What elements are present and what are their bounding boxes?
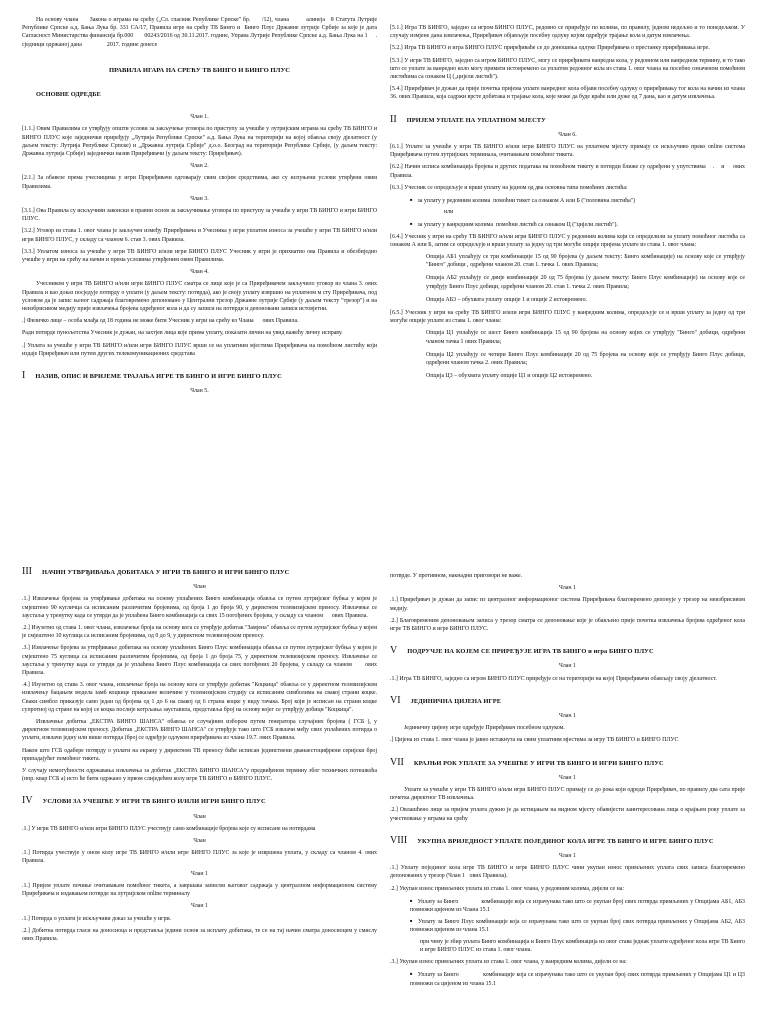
section-title: ПОДРУЧЈЕ НА КОЈЕМ СЕ ПРИРЕЂУЈЕ ИГРА ТВ БИНГО и игра БИНГО ПЛУС	[407, 648, 654, 656]
paragraph: .3.] Укупан износ примљених уплата из става 1. овог члана, у ванредним колима, дијели се на:	[390, 959, 627, 966]
article-heading: Члан 5.	[190, 388, 209, 395]
article-heading: Члан 6.	[558, 131, 577, 138]
section-title: КРАЈЊИ РОК УПЛАТЕ ЗА УЧЕШЋЕ У ИГРИ ТВ БИНГО И ИГРИ БИНГО ПЛУС	[413, 759, 664, 767]
option-ab1: Опција АБ1 уплаћују се три комбинације 15 од 90 бројева (у даљем тексту: Бинго комбинације) на основу које се утврђују "Бинго" добици , одређени чланом 20. став 1. тачка 1. ових Правила;	[426, 254, 745, 269]
bullet-item: ■ Уплату за Бинго комбинације која се израчунава тако што се укупан број свих потврда примљених у Опцијама Ц1 и Ц3 помножи са цијеном из члана 15.1	[410, 970, 745, 987]
paragraph: потврде. У противном, накнадни приговори не важе.	[390, 573, 523, 579]
paragraph-4-4: .] Уплата за учешће у игри ТВ БИНГО и/или игри БИНГО ПЛУС врши се на уплатним мјестима Приређивача на помоћном листићу који издаје Приређивач или путем других телекомуникационих средстава	[22, 342, 379, 357]
paragraph: .] Цијена из става 1. овог члана је јавно истакнута на свим уплатним мјестима за игру ТВ БИНГО и БИНГО ПЛУС	[390, 737, 679, 744]
article-heading: Члан 1	[559, 663, 576, 670]
page-2-left-column	[22, 568, 377, 947]
paragraph-1-1: [1.1.] Овим Правилима се утврђују општи услови за закључење уговора по приступу за учешће у лутријским играма на срећу ТВ БИНГО и БИНГО ПЛУС које заједнички приређују „Лутрија Републике Српске" а.д. Бања Лука на територији на којој обавља своју дјелатност (у даљем тексту: Лутрија Републике Српске) и „Државна лутрија Србије" д.о.о. Београд на територији Републике Србије, (у даљем тексту: Државна лутрија Србије) заједнички назив Приређивачи (у даљем тексту: Приређивач).	[22, 126, 379, 158]
section-title: ЈЕДИНИЧНА ЦИЈЕНА ИГРЕ	[410, 697, 502, 705]
section-number: IV	[22, 795, 33, 807]
section-heading-5	[390, 647, 745, 656]
page-1-left-column	[22, 16, 377, 400]
paragraph: Уплате за учешће у игри ТВ БИНГО и/или игри БИНГО ПЛУС примају се до рока који одреди Приређивач, по правилу два сата прије почетка директног ТВ извлачења.	[390, 787, 747, 802]
page-1-right-column	[390, 24, 745, 386]
article-heading: Члан	[193, 584, 206, 591]
section-title: НАЧИН УТВРЂИВАЊА ДОБИТАКА У ИГРИ ТВ БИНГО И ИГРИ БИНГО ПЛУС	[42, 569, 290, 576]
paragraph: Извлачење добитка „ЕКСТРА БИНГО ШАНСА" обавља се случајним избором путем генератора случајних бројева ( ГСБ ), у директном телевизијском преносу. Добитак „ЕКСТРА БИНГО ШАНСА" се утврђује тако што ГСБ извлачи међу свих уплаћених потврда о уплати, извлачи једну или више потврда (број се одређује одлуком приређивача из члана 19.7. ових Правила.	[22, 719, 379, 742]
paragraph: .1.] Приређивач је дужан да запис из централног информационог система Приређивача благовремено депонује у трезор на неизбрисивом медију.	[390, 597, 747, 612]
section-heading-4	[22, 797, 377, 806]
article-heading: Члан 1	[559, 585, 576, 592]
paragraph: У случају немогућности одржавања извлачења за добитак „ЕКСТРА БИНГО ШАНСА"у предвиђеном термину због техничких потешкоћа (нпр. квар ГСБ а) исто ће бити одржано у првом слиједећем колу игре ТВ БИНГО и БИНГО ПЛУС.	[22, 768, 379, 783]
section-number: I	[22, 370, 26, 382]
paragraph: .1.] Игра ТВ БИНГО, заједно са игром БИНГО ПЛУС приређује се на територији на којој Приређивачи обављају своју дјелатност.	[390, 675, 717, 682]
article-heading: Члан 1.	[190, 114, 209, 121]
article-heading: Члан 3.	[190, 195, 209, 202]
section-heading-1	[22, 372, 377, 381]
section-number: VII	[390, 756, 404, 768]
paragraph: при чему је збир уплата Бинго комбинација и Бинго Плус комбинација из овог става једнак уплати одређеног кола игре ТВ Бинго и игре БИНГО ПЛУС из става 1. овог члана.	[420, 938, 747, 953]
page-2-right-column	[390, 572, 745, 991]
section-number: III	[22, 566, 32, 577]
article-heading: Члан 1	[191, 903, 208, 910]
paragraph-6-2: [6.2.] Начин исписа комбинација бројева и других података на помоћном тикету и потврди ближе су одређени у упутствима . и ових Правила.	[390, 164, 747, 179]
option-c2: Опција Ц2 уплаћују се четири Бинго Плус комбинације 20 од 75 бројева на основу које се утврђују Бинго Плус добици, одређени чланом тачка 2. ових Правила;	[426, 351, 745, 367]
section-heading-8	[390, 834, 745, 846]
section-heading-6	[390, 694, 745, 706]
paragraph-6-5: [6.5.] Учесник у игри на срећу ТВ БИНГО и/или игри БИНГО ПЛУС у ванредним колима, опредељује се и врши уплату за једну од три могуће опције уплате из става 1. овог члана:	[390, 310, 747, 325]
option-c3: Опција Ц3 – обухвата уплату опције Ц1 и опције Ц2 истовремено.	[426, 373, 593, 380]
paragraph-6-1: [6.1.] Уплате за учешће у игри ТВ БИНГО и/или игри БИНГО ПЛУС на уплатном мјесту примају се искључиво преко online система Приређивача путем лутријских терминала, очитавањем помоћног тикета.	[390, 144, 747, 159]
bullet-item: ■ за уплату у ванредним колима помоћни листић са ознаком Ц ("цијели листић").	[410, 220, 745, 229]
paragraph: Након што ГСБ одабере потврду о уплати на екрану у директном ТВ преносу биће исписан јединствени дванаестоцифрени серијски број припадајућег помоћног тикета.	[22, 747, 379, 762]
section-number: II	[390, 113, 397, 125]
section-heading-3	[22, 568, 377, 577]
section-heading-7	[390, 756, 745, 768]
article-heading: Члан 4.	[190, 269, 209, 276]
paragraph-5-3: [5.3.] У игри ТВ БИНГО, заједно са игром БИНГО ПЛУС, могу се приређивати ванредна кола, у редовном или ванредном термину, и то тако што се уплате за ванредно коло могу примати истовремено са уплатом редовног кола из става 1. овог члана на посебно означеном помоћном листићима са ознаком Ц („цијели листић").	[390, 57, 747, 81]
article-heading: Члан 1	[559, 713, 576, 720]
document-page-2	[0, 512, 768, 1024]
bullet-item: ■ Уплату за Бинго Плус комбинације која се израчунава тако што се укупан број свих потврда примљених у Опцијама АБ2, АБ3 помножи цијеном из члана 15.1	[410, 917, 745, 934]
article-heading: Члан 1	[191, 870, 208, 877]
paragraph: .1.] Потврда учествује у оном колу игре ТВ БИНГО и/или игре БИНГО ПЛУС за које је извршена уплата, у складу са чланом 4. ових Правила.	[22, 850, 379, 865]
article-heading: Члан 1	[559, 853, 576, 860]
article-heading: Члан 1	[559, 774, 576, 781]
paragraph: Јединичну цијену игре одређује Приређивач посебном одлуком.	[404, 725, 565, 732]
paragraph: .1.] Потврда о уплати је искључиви доказ за учешће у игри.	[22, 915, 172, 922]
paragraph-6-3: [6.3.] Учесник се опредељује и врши уплату на једном од два основна типа помоћних листића:	[390, 184, 628, 191]
section-heading-2	[390, 113, 745, 125]
section-title: ПРИЈЕМ УПЛАТЕ НА УПЛАТНОМ МЈЕСТУ	[406, 116, 546, 124]
paragraph: .2.] Добитна потврда гласи на доносиоца и представља једини основ за исплату добитака, те се на тај начин сматра доносиоцем у смислу ових Правила.	[22, 927, 379, 942]
paragraph: .1.] У игри ТВ БИНГО и/или игри БИНГО ПЛУС учествују само комбинације бројева које су исписане на потврдама	[22, 825, 316, 832]
paragraph: .3.] Извлачење бројева за утврђивање добитака на основу уплаћених Бинго Плус комбинација обавља се путем лутријског бубња у којем је смјештено 75 куглица са исписаним различитим бројевима, од броја 1 до броја 75, у директном телевизијском преносу. Извлачење се заустаља у тренутку када се утврди да је уплаћена Бинго Плус комбинација са свих погођених 20 бројева, у складу са чланом ових Правила.	[22, 645, 379, 677]
paragraph-3-2: [3.2.] Уговор из става 1. овог члана је закључен између Приређивача и Учесника у игри уплатом износа за учешће у игри ТВ БИНГО и/или игри БИНГО ПЛУС, у складу са чланом 6. став 3. ових Правила.	[22, 228, 379, 243]
paragraph-3-3: [3.3.] Уплатом износа за учешће у игри ТВ БИНГО и/или игри БИНГО ПЛУС Учесник у игри је прихватио ова Правила и обезбиједио учешће у игри на срећу на начин и према условима утврђеним овим Правилима.	[22, 248, 379, 264]
section-title: УСЛОВИ ЗА УЧЕШЋЕ У ИГРИ ТВ БИНГО И/ИЛИ ИГРИ БИНГО ПЛУС	[42, 798, 266, 806]
article-heading: Члан	[193, 838, 206, 845]
paragraph: .1.] Пријем уплате почиње очитавањем помоћног тикета, а завршава записом његовог садржаја у централном информационом систему Приређивача и издавањем потврде на лутријском online терминалу	[22, 882, 379, 898]
paragraph-6-4: [6.4.] Учесник у игри на срећу ТВ БИНГО и/или игри БИНГО ПЛУС у редовним колима који се определили за уплату помоћног листића са ознаком А или Б, затим се опредељује и врши уплату за једну од три могуће опције пријема уплате из става 1. овог члана:	[390, 233, 747, 248]
preamble: На основу члана Закона о играма на срећу („Сл. гласник Републике Српске" бр. /12), члана алинеја 8 Статута Лутрије Републике Српске а.д. Бања Лука бр. 331 СА/17, Правила игре на срећу ТВ Бинго и Бинго Плус Државне лутрије Србије за које је дата Сагласност Министарства финансија бр.000 00243/2016 од 30.11.2017. године, Управа Лутрије Републике Српске а.д. Бања Лука на 1 . сједници одржаној дана 2017. године донесе	[22, 17, 379, 48]
section-number: VI	[390, 694, 401, 706]
paragraph: .2.] Укупан износ примљених уплата из става 1. овог члана, у редовним колима, дијели се на:	[390, 885, 625, 892]
option-c1: Опција Ц1 уплаћује се шест Бинго комбинација 15 од 90 бројева на основу којих се утврђују "Бинго" добици, одређени чланом тачка 1 ових Правила;	[426, 330, 745, 345]
document-title: ПРАВИЛА ИГАРА НА СРЕЋУ ТВ БИНГО И БИНГО ПЛУС	[108, 66, 291, 74]
paragraph: .1.] Извлачење бројева за утврђивање добитака на основу уплаћених Бинго комбинација обавља се путем лутријског бубња у којем је смјештено 90 кугличца са исписаним различитим бројевима, од броја 1 до броја 90, у директном телевизијском преносу. Извлачење се заустаља у тренутку када се утврди да је уплаћена Бинго комбинација са свих 15 погођених бројева, у складу са чланом ових Правила.	[22, 596, 379, 619]
option-ab3: Опција АБ3 – обухвата уплату опције 1 и опције 2 истовремено.	[426, 296, 588, 303]
paragraph-2-1: [2.1.] За обавезе према учесницима у игри Приређивачи одговарају свим својим средствима, ако су испуњени услови утврђени овим Правилима.	[22, 175, 379, 190]
bullet-item: ■ Уплату за Бинго комбинације која се израчунава тако што се укупан број свих потврда примљених у Опцијама АБ1, АБ3 помножи цијеном из Члана 15.1	[410, 897, 745, 914]
paragraph-4-2: .] Физичко лице – особа млађа од 18 година не може бити Учесник у игри на срећу из Члана ових Правила.	[22, 318, 299, 325]
article-heading: Члан 2.	[190, 163, 209, 170]
bullet-separator: или	[444, 209, 454, 216]
option-ab2: Опција АБ2 уплаћују се двије комбинације 20 од 75 бројева (у даљем тексту: Бинго Плус комбинације) на основу које се утврђују Бинго Плус добици, одређени чланом 20. став 1. тачка 2. ових Правила;	[426, 275, 745, 290]
paragraph-5-2: [5.2.] Игра ТВ БИНГО и игра БИНГО ПЛУС приређиваће се до доношења одлуке Приређивача о престанку приређивања игре.	[390, 45, 710, 52]
paragraph-3-1: [3.1.] Ова Правила су искључиви законски и правни основ за закључивање уговора по приступу за учешће у игри ТВ БИНГО и игри БИНГО ПЛУС.	[22, 208, 379, 223]
section-title: НАЗИВ, ОПИС И ВРИЈЕМЕ ТРАЈАЊА ИГРЕ ТВ БИНГО И ИГРЕ БИНГО ПЛУС	[35, 373, 282, 381]
paragraph: .4.] Изузетно од става 3. овог члана, извлачење броја на основу кога се утврђује добитак "Коцкица" обавља се у директном телевизијском извлачењу бацањем модела замб коцкице приказане величине у телевизијском студију са исписаним симболима на свакој страни коцке. Сваки симбол приказује само један од бројева од 1 до 6 на свакој од 6 страна коцке у виду тачака. Број који је исписан на страни коцке супротној од стране на којој се коцка послије котрљања зауставила, представља број на основу којег се утврђују добици "Коцкица".	[22, 682, 379, 713]
paragraph: .2.] Овлашћено лице за пријем уплата дужно је да истицањем на видном мјесту обавијести заинтересована лица о крајњем року уплате за учествовање у играма на срећу	[390, 807, 747, 822]
paragraph: .2.] Благовременим депоновањем записа у трезор сматра се депоновање које је обављено прије почетка извлачења бројева одређеног кола игре ТВ БИНГО и игре БИНГО ПЛУС.	[390, 617, 747, 633]
section-heading-general: ОСНОВНЕ ОДРЕДБЕ	[36, 91, 101, 99]
section-title: УКУПНА ВРИЈЕДНОСТ УПЛАТЕ ПОЈЕДИНОГ КОЛА ИГРЕ ТВ БИНГО И ИГРЕ БИНГО ПЛУС	[417, 837, 714, 845]
paragraph-4-1: Учесником у игри ТВ БИНГО и/или игри БИНГО ПЛУС сматра се лице које је са Приређивачем закључило уговор из члана 3. ових Правила и као доказ посједује потврду о уплати (у даљем тексту: потврда), ако је своју уплату извршио на уплатном м сту Приређивача, под условом да је запис њеног садржаја благовремено депоновано у Централни трезор Државне лутрије Србије (у даљем тексту "трезор") и на неизбрисивом медију прије извлачења бројева одређеног кола и да су записи на потврди и депоновани записи истовјетни.	[22, 281, 379, 313]
bullet-item: ■ за уплату у редовним колима помоћни тикет са ознаком А или Б ("половина листића")	[410, 196, 745, 205]
paragraph: .1.] Уплату појединог кола игре ТВ БИНГО и игре БИНГО ПЛУС чини укупан износ примљених уплата свих записа благовремено депонованих у трезор (Члан 1 ових Правила).	[390, 865, 747, 880]
paragraph: .2.] Изузетно од става 1. овог члана, извлачење броја на основу кога се утврђује добитак "Замјена" обавља се путем лутријског бубња у којем је смјештено 10 куглица са исписаним бројевима, од 0 до 9, у директном телевизијском преносу.	[22, 625, 379, 640]
paragraph-5-4: [5.4.] Приређивач је дужан да прије почетка пријема уплате ванредног кола објави посебну одлуку о приређивању тог кола на начин из члана 36. ових Правила, која садржи врсте добитака и трајање кола, које може да буде краће или дуже од 7 дана, као и датум извлачења.	[390, 86, 747, 101]
paragraph-4-3: Ради потврде пунољетства Учесник је дужан, на захтјев лица које прима уплату, показати лични на увид важећу личну исправу.	[22, 330, 343, 337]
article-heading: Члан	[193, 813, 206, 820]
section-number: VIII	[390, 834, 408, 846]
paragraph-5-1: [5.1.] Игра ТВ БИНГО, заједно са игром БИНГО ПЛУС, редовно се приређује по колима, по правилу, једном недељно и то понедељком. У случају измјене дана извлачења, Приређивач објављује посебну одлуку којом одређује трајање кола и датум извлачења.	[390, 25, 747, 40]
section-number: V	[390, 645, 398, 657]
